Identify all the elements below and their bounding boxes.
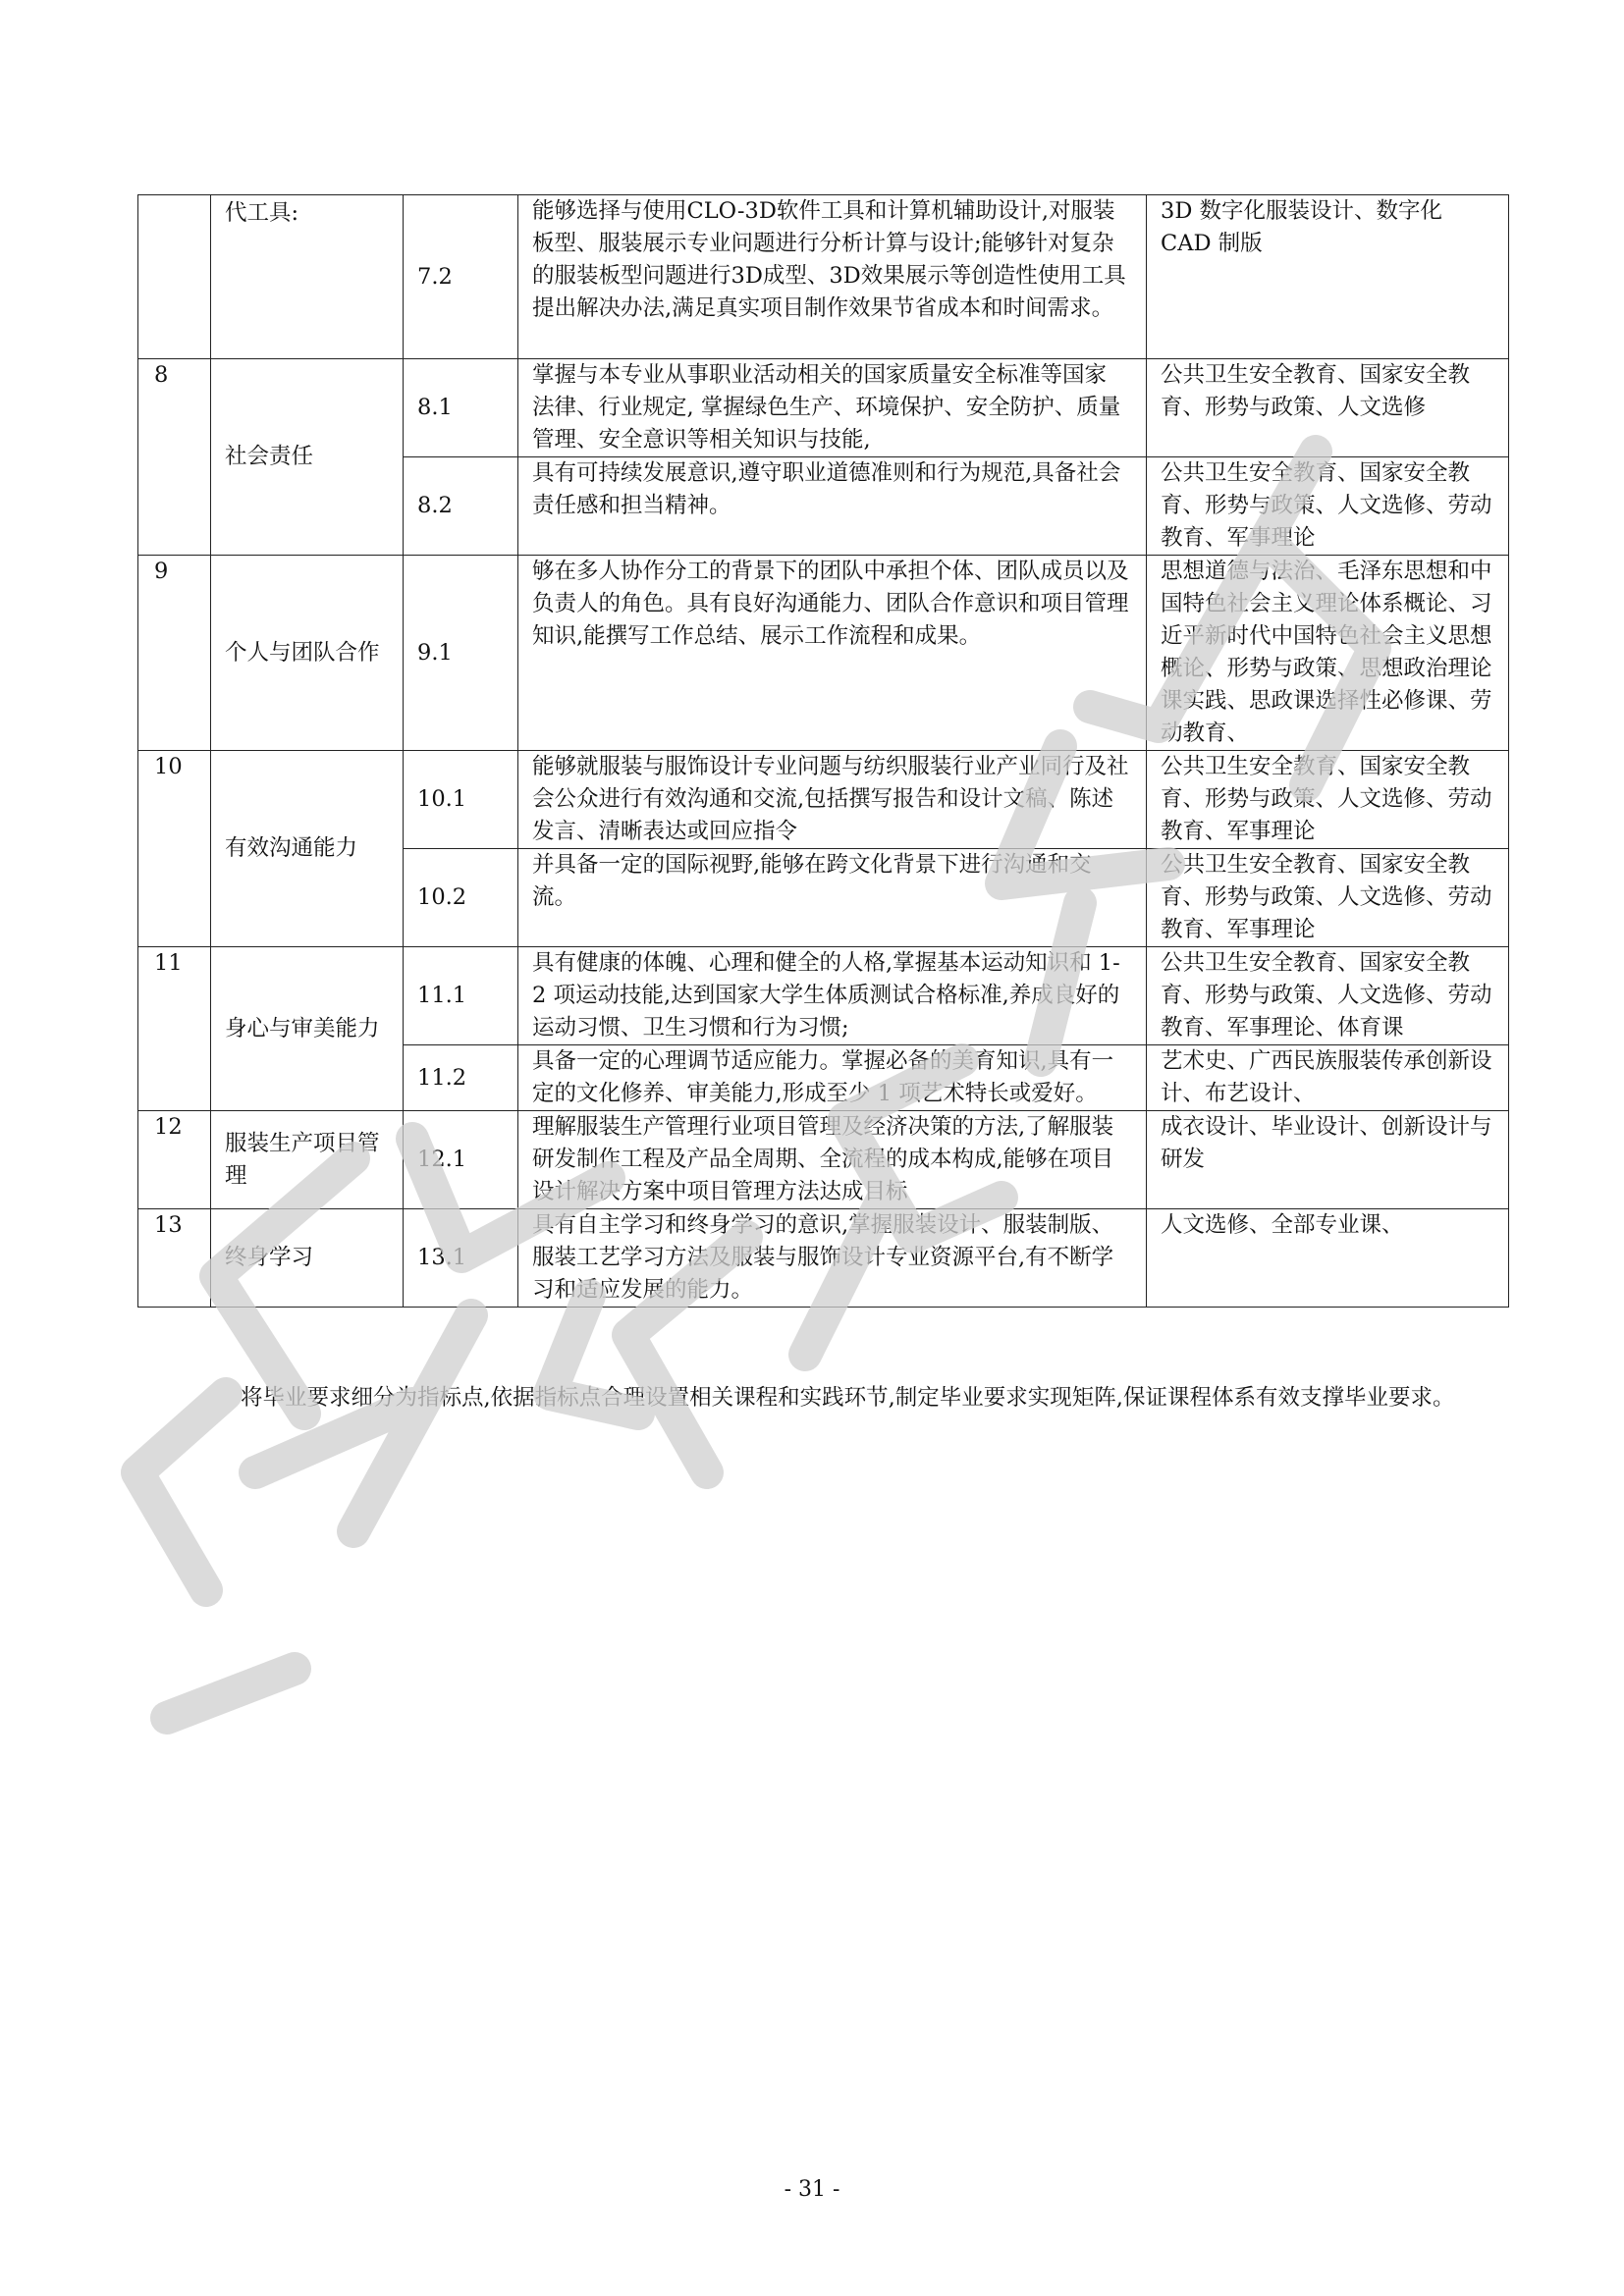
supporting-courses: 人文选修、全部专业课、: [1147, 1209, 1509, 1308]
indicator-description: 具有自主学习和终身学习的意识,掌握服装设计、服装制版、服装工艺学习方法及服装与服饰设计专业资源平台,有不断学习和适应发展的能力。: [518, 1209, 1147, 1308]
supporting-courses: 公共卫生安全教育、国家安全教育、形势与政策、人文选修、劳动教育、军事理论、体育课: [1147, 947, 1509, 1045]
indicator-code: 8.2: [404, 457, 518, 556]
requirement-name: 社会责任: [211, 359, 404, 556]
supporting-courses: 公共卫生安全教育、国家安全教育、形势与政策、人文选修、劳动教育、军事理论: [1147, 751, 1509, 849]
indicator-code: 9.1: [404, 556, 518, 751]
indicator-description: 具有健康的体魄、心理和健全的人格,掌握基本运动知识和 1-2 项运动技能,达到国家大学生体质测试合格标准,养成良好的运动习惯、卫生习惯和行为习惯;: [518, 947, 1147, 1045]
table-row: [138, 195, 1509, 359]
requirement-number: 9: [138, 556, 211, 751]
indicator-code: 7.2: [404, 195, 518, 359]
supporting-courses: 成衣设计、毕业设计、创新设计与研发: [1147, 1111, 1509, 1209]
requirement-number: 11: [138, 947, 211, 1111]
supporting-courses: 3D 数字化服装设计、数字化 CAD 制版: [1147, 195, 1509, 359]
supporting-courses: 公共卫生安全教育、国家安全教育、形势与政策、人文选修: [1147, 359, 1509, 457]
graduation-requirements-table: [137, 194, 1509, 1308]
requirement-number: 10: [138, 751, 211, 947]
requirement-name: 代工具:: [211, 195, 404, 359]
indicator-description: 掌握与本专业从事职业活动相关的国家质量安全标准等国家 法律、行业规定, 掌握绿色生产、环境保护、安全防护、质量管理、安全意识等相关知识与技能,: [518, 359, 1147, 457]
indicator-code: 8.1: [404, 359, 518, 457]
indicator-description: 并具备一定的国际视野,能够在跨文化背景下进行沟通和交流。: [518, 849, 1147, 947]
supporting-courses: 思想道德与法治、毛泽东思想和中国特色社会主义理论体系概论、习近平新时代中国特色社会主义思想概论、形势与政策、思想政治理论课实践、思政课选择性必修课、劳动教育、: [1147, 556, 1509, 751]
indicator-code: 10.2: [404, 849, 518, 947]
indicator-code: 10.1: [404, 751, 518, 849]
requirement-number: 12: [138, 1111, 211, 1209]
supporting-courses: 公共卫生安全教育、国家安全教育、形势与政策、人文选修、劳动教育、军事理论: [1147, 457, 1509, 556]
page-number: - 31 -: [784, 2177, 840, 2202]
indicator-description: 能够就服装与服饰设计专业问题与纺织服装行业产业同行及社会公众进行有效沟通和交流,包括撰写报告和设计文稿、陈述发言、清晰表达或回应指令: [518, 751, 1147, 849]
supporting-courses: 公共卫生安全教育、国家安全教育、形势与政策、人文选修、劳动教育、军事理论: [1147, 849, 1509, 947]
indicator-code: 12.1: [404, 1111, 518, 1209]
indicator-description: 够在多人协作分工的背景下的团队中承担个体、团队成员以及负责人的角色。具有良好沟通能力、团队合作意识和项目管理知识,能撰写工作总结、展示工作流程和成果。: [518, 556, 1147, 751]
table-row: [138, 1209, 1509, 1308]
indicator-description: 能够选择与使用CLO-3D软件工具和计算机辅助设计,对服装板型、服装展示专业问题进行分析计算与设计;能够针对复杂的服装板型问题进行3D成型、3D效果展示等创造性使用工具提出解决办法,满足真实项目制作效果节省成本和时间需求。: [518, 195, 1147, 359]
indicator-code: 11.1: [404, 947, 518, 1045]
table-row: [138, 359, 1509, 457]
indicator-description: 具有可持续发展意识,遵守职业道德准则和行为规范,具备社会责任感和担当精神。: [518, 457, 1147, 556]
requirement-name: 服装生产项目管理: [211, 1111, 404, 1209]
table-row: [138, 751, 1509, 849]
indicator-description: 具备一定的心理调节适应能力。掌握必备的美育知识,具有一定的文化修养、审美能力,形成至少 1 项艺术特长或爱好。: [518, 1045, 1147, 1111]
requirement-number: 8: [138, 359, 211, 556]
requirement-name: 个人与团队合作: [211, 556, 404, 751]
requirement-name: 有效沟通能力: [211, 751, 404, 947]
table-row: [138, 556, 1509, 751]
summary-text: 将毕业要求细分为指标点,依据指标点合理设置相关课程和实践环节,制定毕业要求实现矩阵,保证课程体系有效支撑毕业要求。: [241, 1385, 1455, 1411]
indicator-code: 13.1: [404, 1209, 518, 1308]
table-row: [138, 1111, 1509, 1209]
supporting-courses: 艺术史、广西民族服装传承创新设计、布艺设计、: [1147, 1045, 1509, 1111]
requirement-number: [138, 195, 211, 359]
summary-paragraph: [137, 1368, 1512, 1427]
indicator-code: 11.2: [404, 1045, 518, 1111]
requirement-name: 终身学习: [211, 1209, 404, 1308]
table-row: [138, 947, 1509, 1045]
requirement-number: 13: [138, 1209, 211, 1308]
indicator-description: 理解服装生产管理行业项目管理及经济决策的方法,了解服装研发制作工程及产品全周期、全流程的成本构成,能够在项目设计解决方案中项目管理方法达成目标: [518, 1111, 1147, 1209]
requirement-name: 身心与审美能力: [211, 947, 404, 1111]
